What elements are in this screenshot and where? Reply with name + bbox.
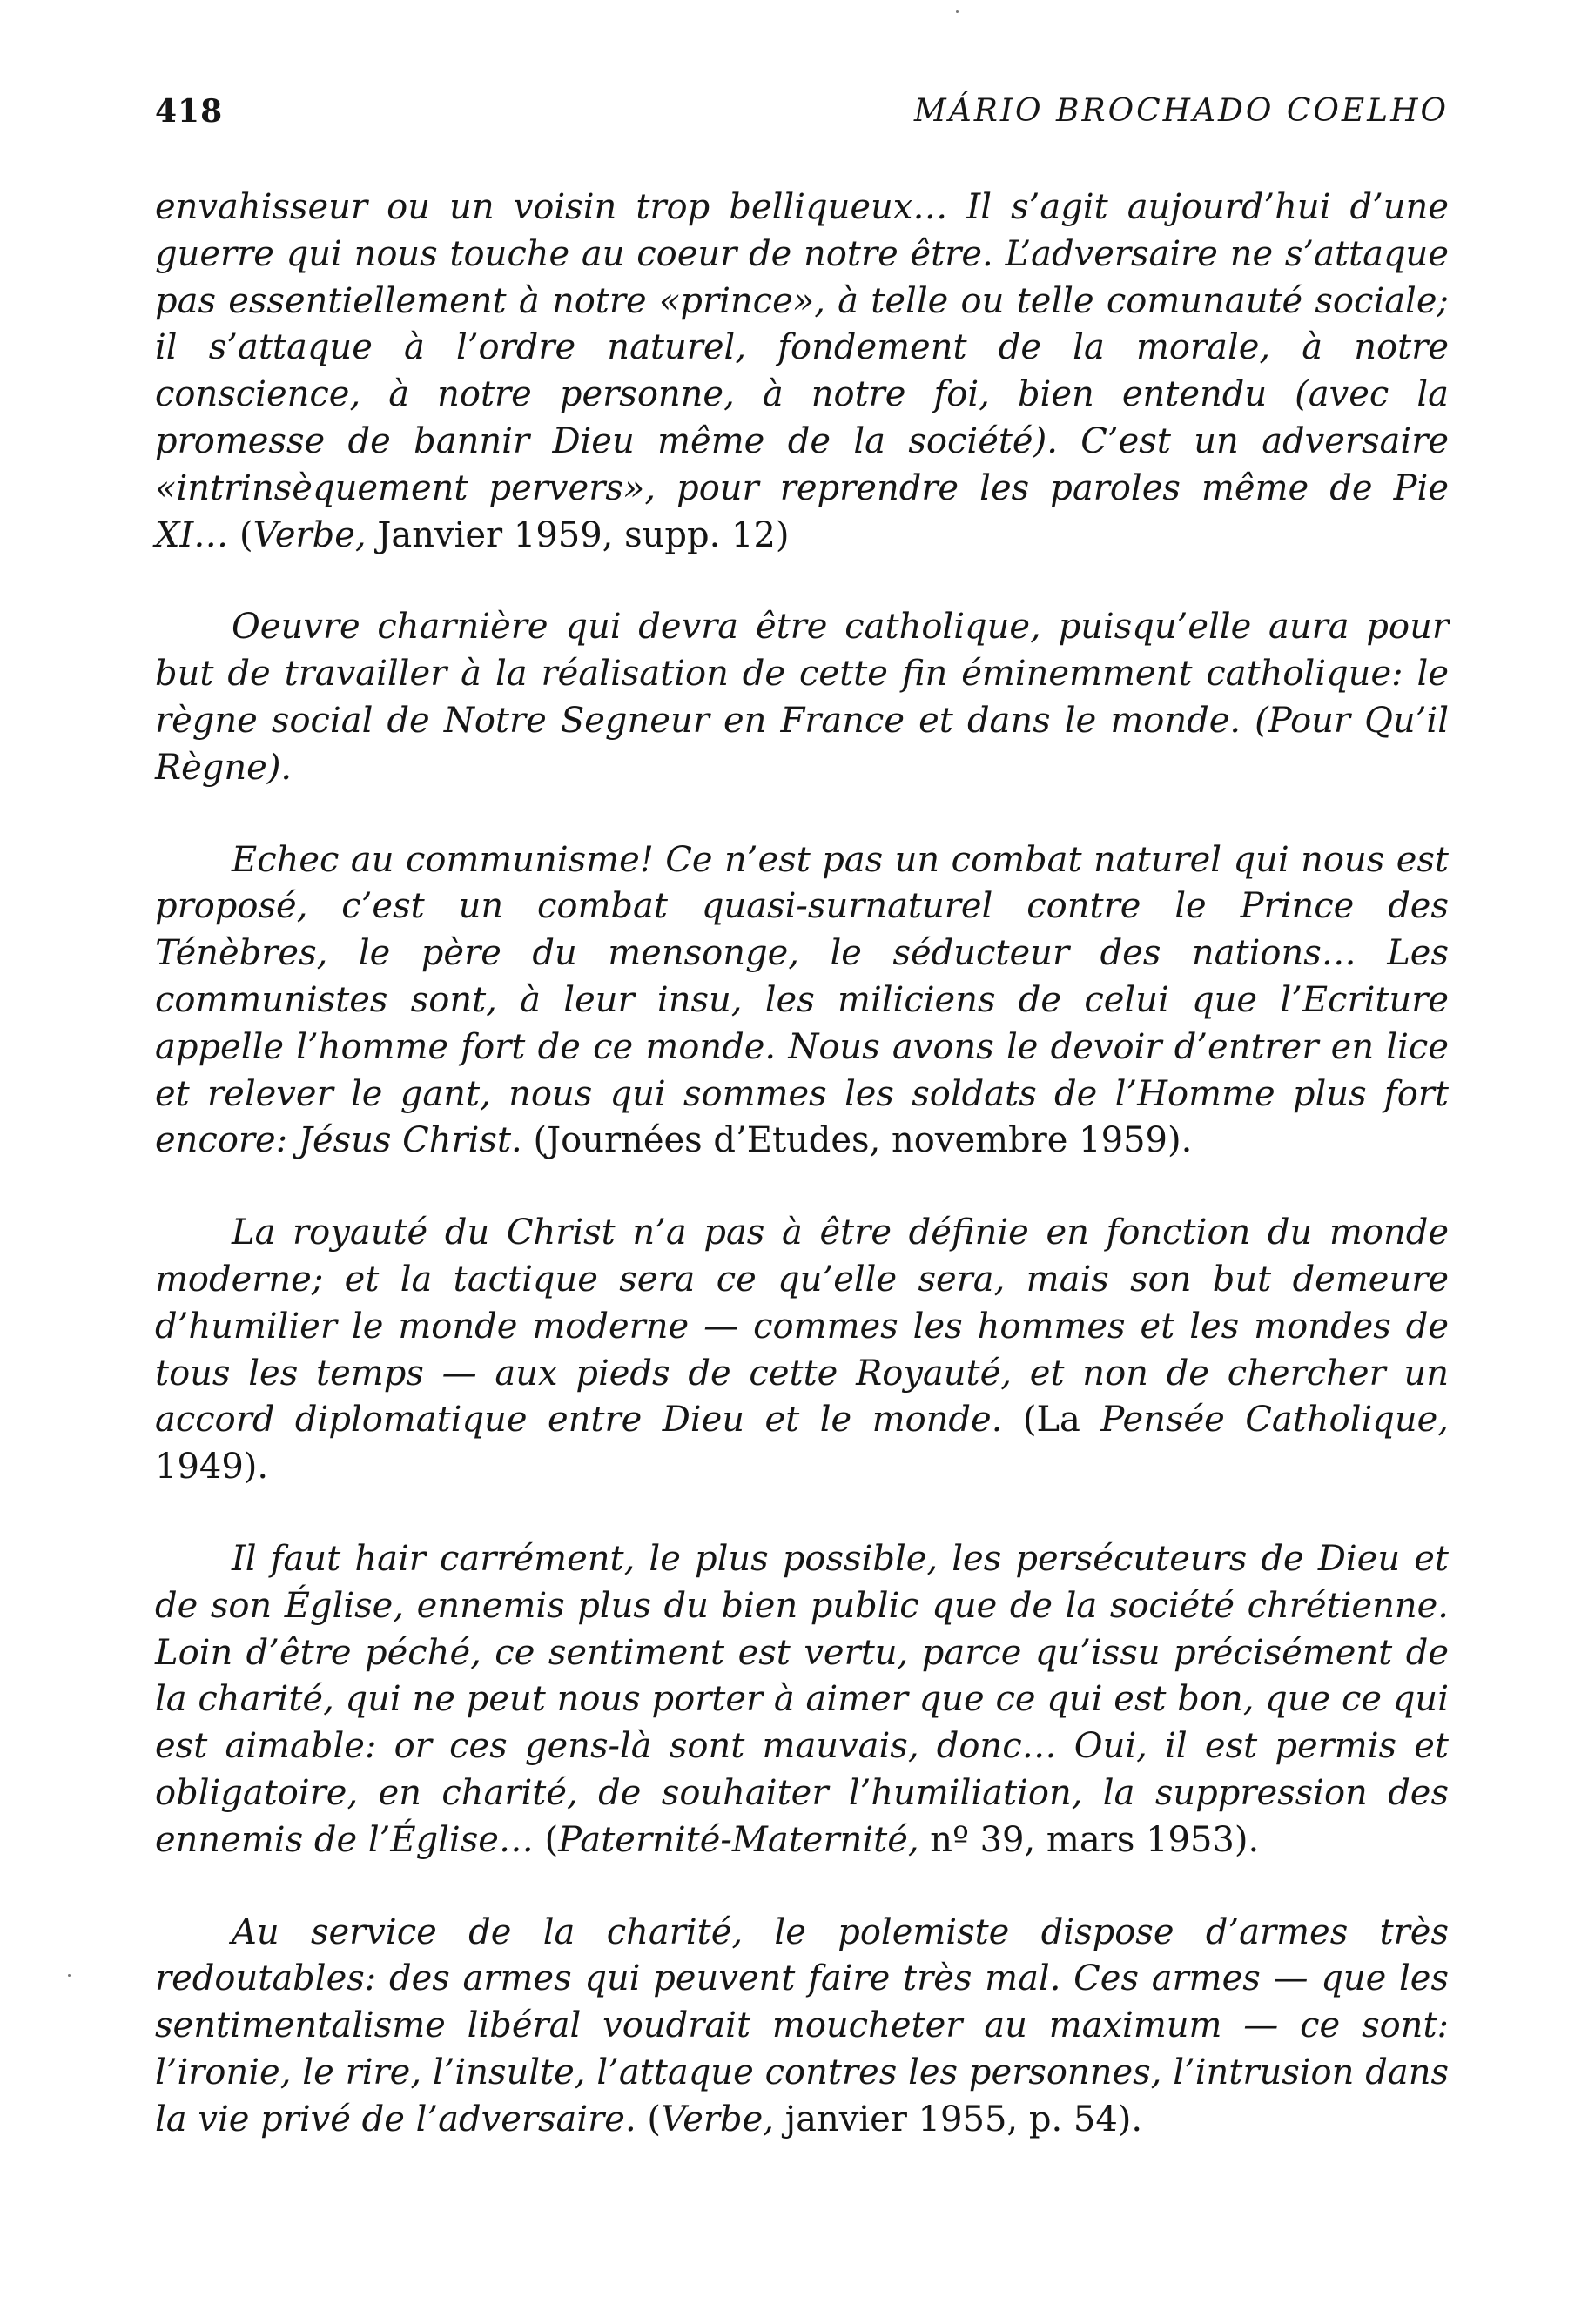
citation-title: Pensée Catholique,	[1100, 1400, 1449, 1441]
citation-open: (	[636, 2099, 661, 2139]
running-head	[155, 91, 1449, 132]
quotation-text: Oeuvre charnière qui devra être catholique, puisqu’elle aura pour but de travailler à la réalisation de cette fin éminemment catholique: le règne social de Notre Segneur en France et dans le monde. (Pour Qu’il Règne).	[155, 607, 1449, 788]
citation-open: (La	[1002, 1400, 1101, 1441]
citation-details: nº 39, mars 1953).	[918, 1819, 1260, 1860]
citation-title: Paternité-Maternité,	[558, 1819, 919, 1860]
citation: (Journées d’Etudes, novembre 1959).	[521, 1120, 1193, 1161]
citation	[534, 1820, 1259, 1860]
scan-speck	[956, 10, 959, 13]
citation-title: Verbe,	[660, 2099, 774, 2139]
citation-details: 1949).	[155, 1447, 269, 1488]
quotation-paragraph	[155, 1536, 1449, 1864]
quotation-text: Echec au communisme! Ce n’est pas un combat naturel qui nous est proposé, c’est un combat quasi-surnaturel contre le Prince des Ténèbres, le père du mensonge, le séducteur des nations… Les communistes sont, à leur insu, les miliciens de celui que l’Ecriture appelle l’homme fort de ce monde. Nous avons le devoir d’entrer en lice et relever le gant, nous qui sommes les soldats de l’Homme plus fort encore: Jésus Christ.	[155, 839, 1449, 1161]
quotation-text: envahisseur ou un voisin trop belliqueux… Il s’agit aujourd’hui d’une guerre qui nous touche au coeur de notre être. L’adversaire ne s’attaque pas essentiellement à notre «prince», à telle ou telle comunauté sociale; il s’attaque à l’ordre naturel, fondement de la morale, à notre conscience, à notre personne, à notre foi, bien entendu (avec la promesse de bannir Dieu même de la société). C’est un adversaire «intrinsèquement pervers», pour reprendre les paroles même de Pie XI…	[155, 187, 1449, 555]
quotation-text: Au service de la charité, le polemiste dispose d’armes très redoutables: des armes qui peuvent faire très mal. Ces armes — que les sentimentalisme libéral voudrait moucheter au maximum — ce sont: l’ironie, le rire, l’insulte, l’attaque contres les personnes, l’intrusion dans la vie privé de l’adversaire.	[155, 1911, 1449, 2139]
quotation-paragraph	[155, 1910, 1449, 2144]
citation	[228, 515, 789, 555]
citation-title: Verbe,	[252, 514, 367, 555]
citation-open: (	[533, 1819, 559, 1860]
citation-details: janvier 1955, p. 54).	[773, 2099, 1143, 2139]
citation	[636, 2099, 1142, 2139]
citation-details: Janvier 1959, supp. 12)	[366, 514, 790, 555]
running-head-author: MÁRIO BROCHADO COELHO	[913, 93, 1449, 129]
quotation-paragraph	[155, 837, 1449, 1165]
quotation-text: Il faut hair carrément, le plus possible, les persécuteurs de Dieu et de son Église, ennemis plus du bien public que de la société chrétienne. Loin d’être péché, ce sentiment est vertu, parce qu’issu précisément de la charité, qui ne peut nous porter à aimer que ce qui est bon, que ce qui est aimable: or ces gens-là sont mauvais, donc… Oui, il est permis et obligatoire, en charité, de souhaiter l’humiliation, la suppression des ennemis de l’Église…	[155, 1538, 1449, 1860]
quotation-paragraph	[155, 604, 1449, 791]
quotation-paragraph	[155, 185, 1449, 559]
citation-open: (	[228, 514, 253, 555]
quotation-text: La royauté du Christ n’a pas à être définie en fonction du monde moderne; et la tactique sera ce qu’elle sera, mais son but demeure d’humilier le monde moderne — commes les hommes et les mondes de tous les temps — aux pieds de cette Royauté, et non de chercher un accord diplomatique entre Dieu et le monde.	[155, 1212, 1449, 1441]
text-body	[155, 185, 1449, 2143]
scan-speck	[68, 1974, 71, 1977]
quotation-paragraph	[155, 1210, 1449, 1491]
page-number: 418	[155, 93, 224, 130]
